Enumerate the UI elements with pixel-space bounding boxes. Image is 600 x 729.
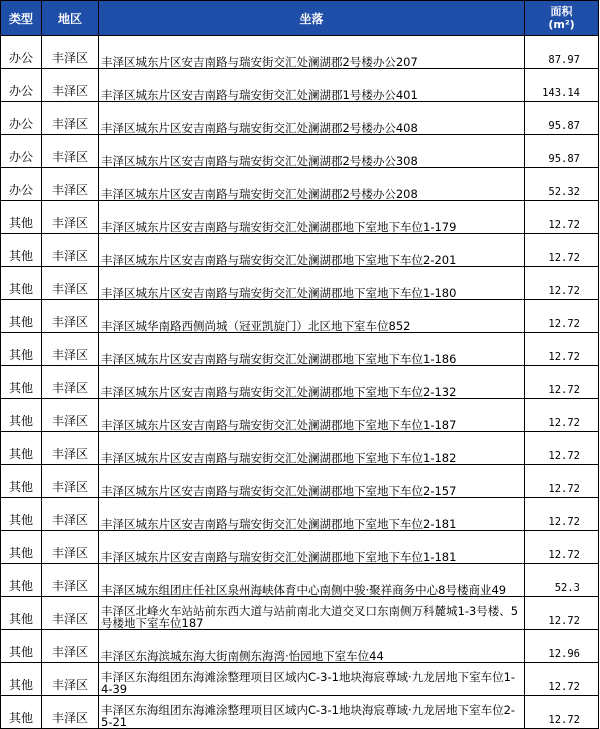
cell-area: 丰泽区 (42, 465, 99, 498)
cell-type: 办公 (1, 135, 42, 168)
table-row (1, 267, 599, 300)
cell-type: 其他 (1, 333, 42, 366)
cell-location: 丰泽区城东片区安吉南路与瑞安街交汇处澜湖郡地下室地下车位2-132 (99, 366, 525, 399)
cell-location: 丰泽区东海组团东海滩涂整理项目区域内C-3-1地块海宸尊域·九龙居地下室车位1-4-39 (99, 663, 525, 696)
table-row (1, 69, 599, 102)
cell-size: 12.72 (525, 333, 599, 366)
header-row (1, 1, 599, 36)
cell-area: 丰泽区 (42, 69, 99, 102)
cell-size: 52.3 (525, 564, 599, 597)
cell-type: 其他 (1, 597, 42, 630)
cell-size: 12.72 (525, 696, 599, 729)
cell-location: 丰泽区城东片区安吉南路与瑞安街交汇处澜湖郡2号楼办公308 (99, 135, 525, 168)
cell-type: 其他 (1, 465, 42, 498)
header-area: 地区 (42, 1, 99, 36)
cell-area: 丰泽区 (42, 696, 99, 729)
table-row (1, 399, 599, 432)
cell-location: 丰泽区北峰火车站站前东西大道与站前南北大道交叉口东南侧万科麓城1-3号楼、5号楼地下室车位187 (99, 597, 525, 630)
table-row (1, 300, 599, 333)
cell-area: 丰泽区 (42, 135, 99, 168)
table-row (1, 465, 599, 498)
cell-area: 丰泽区 (42, 333, 99, 366)
cell-location: 丰泽区城东组团庄任社区泉州海峡体育中心南侧中骏·聚祥商务中心8号楼商业49 (99, 564, 525, 597)
cell-size: 12.72 (525, 267, 599, 300)
cell-size: 12.72 (525, 201, 599, 234)
table-row (1, 168, 599, 201)
cell-size: 95.87 (525, 102, 599, 135)
cell-location: 丰泽区城东片区安吉南路与瑞安街交汇处澜湖郡地下室地下车位1-187 (99, 399, 525, 432)
header-location: 坐落 (99, 1, 525, 36)
cell-size: 12.72 (525, 663, 599, 696)
cell-size: 12.96 (525, 630, 599, 663)
cell-size: 12.72 (525, 399, 599, 432)
table-row (1, 696, 599, 729)
header-size-label: 面积 (550, 5, 573, 18)
table-row (1, 102, 599, 135)
cell-area: 丰泽区 (42, 366, 99, 399)
cell-location: 丰泽区城东片区安吉南路与瑞安街交汇处澜湖郡地下室地下车位1-179 (99, 201, 525, 234)
cell-location: 丰泽区城东片区安吉南路与瑞安街交汇处澜湖郡2号楼办公208 (99, 168, 525, 201)
cell-location: 丰泽区城东片区安吉南路与瑞安街交汇处澜湖郡1号楼办公401 (99, 69, 525, 102)
cell-location: 丰泽区城东片区安吉南路与瑞安街交汇处澜湖郡地下室地下车位2-181 (99, 498, 525, 531)
table-row (1, 531, 599, 564)
header-type: 类型 (1, 1, 42, 36)
table-row (1, 432, 599, 465)
cell-type: 办公 (1, 168, 42, 201)
cell-size: 12.72 (525, 432, 599, 465)
cell-area: 丰泽区 (42, 597, 99, 630)
cell-size: 12.72 (525, 498, 599, 531)
cell-type: 其他 (1, 630, 42, 663)
cell-type: 其他 (1, 564, 42, 597)
table-row (1, 663, 599, 696)
table-row (1, 234, 599, 267)
cell-area: 丰泽区 (42, 432, 99, 465)
cell-area: 丰泽区 (42, 234, 99, 267)
cell-area: 丰泽区 (42, 201, 99, 234)
table-body (1, 36, 599, 729)
table-row (1, 333, 599, 366)
cell-type: 其他 (1, 300, 42, 333)
cell-location: 丰泽区城华南路西侧尚城（冠亚凯旋门）北区地下室车位852 (99, 300, 525, 333)
cell-area: 丰泽区 (42, 564, 99, 597)
table-row (1, 201, 599, 234)
cell-area: 丰泽区 (42, 498, 99, 531)
table-row (1, 630, 599, 663)
cell-type: 办公 (1, 36, 42, 69)
cell-type: 其他 (1, 663, 42, 696)
cell-type: 其他 (1, 696, 42, 729)
table-header (1, 1, 599, 36)
cell-size: 95.87 (525, 135, 599, 168)
cell-size: 143.14 (525, 69, 599, 102)
cell-type: 办公 (1, 102, 42, 135)
cell-size: 87.97 (525, 36, 599, 69)
cell-size: 12.72 (525, 531, 599, 564)
cell-size: 12.72 (525, 234, 599, 267)
cell-size: 12.72 (525, 300, 599, 333)
cell-location: 丰泽区城东片区安吉南路与瑞安街交汇处澜湖郡地下室地下车位1-186 (99, 333, 525, 366)
cell-location: 丰泽区东海滨城东海大街南侧东海湾·怡园地下室车位44 (99, 630, 525, 663)
cell-area: 丰泽区 (42, 399, 99, 432)
cell-type: 其他 (1, 531, 42, 564)
table-row (1, 498, 599, 531)
cell-type: 其他 (1, 399, 42, 432)
cell-location: 丰泽区城东片区安吉南路与瑞安街交汇处澜湖郡地下室地下车位1-182 (99, 432, 525, 465)
table-row (1, 366, 599, 399)
cell-location: 丰泽区城东片区安吉南路与瑞安街交汇处澜湖郡2号楼办公408 (99, 102, 525, 135)
cell-area: 丰泽区 (42, 102, 99, 135)
cell-location: 丰泽区城东片区安吉南路与瑞安街交汇处澜湖郡2号楼办公207 (99, 36, 525, 69)
cell-type: 其他 (1, 366, 42, 399)
cell-area: 丰泽区 (42, 630, 99, 663)
cell-location: 丰泽区城东片区安吉南路与瑞安街交汇处澜湖郡地下室地下车位1-180 (99, 267, 525, 300)
header-size-unit: (m²) (548, 18, 575, 31)
table-row (1, 564, 599, 597)
cell-type: 其他 (1, 234, 42, 267)
cell-type: 其他 (1, 267, 42, 300)
table-row (1, 135, 599, 168)
cell-area: 丰泽区 (42, 300, 99, 333)
cell-size: 12.72 (525, 465, 599, 498)
cell-type: 其他 (1, 201, 42, 234)
cell-area: 丰泽区 (42, 168, 99, 201)
cell-area: 丰泽区 (42, 531, 99, 564)
table-row (1, 597, 599, 630)
cell-location: 丰泽区东海组团东海滩涂整理项目区域内C-3-1地块海宸尊域·九龙居地下室车位2-5-21 (99, 696, 525, 729)
cell-area: 丰泽区 (42, 267, 99, 300)
cell-type: 其他 (1, 498, 42, 531)
cell-area: 丰泽区 (42, 36, 99, 69)
cell-size: 12.72 (525, 366, 599, 399)
cell-location: 丰泽区城东片区安吉南路与瑞安街交汇处澜湖郡地下室地下车位1-181 (99, 531, 525, 564)
cell-size: 12.72 (525, 597, 599, 630)
cell-location: 丰泽区城东片区安吉南路与瑞安街交汇处澜湖郡地下室地下车位2-157 (99, 465, 525, 498)
cell-type: 办公 (1, 69, 42, 102)
cell-location: 丰泽区城东片区安吉南路与瑞安街交汇处澜湖郡地下室地下车位2-201 (99, 234, 525, 267)
header-size (525, 1, 599, 36)
cell-area: 丰泽区 (42, 663, 99, 696)
cell-size: 52.32 (525, 168, 599, 201)
table-row (1, 36, 599, 69)
cell-type: 其他 (1, 432, 42, 465)
